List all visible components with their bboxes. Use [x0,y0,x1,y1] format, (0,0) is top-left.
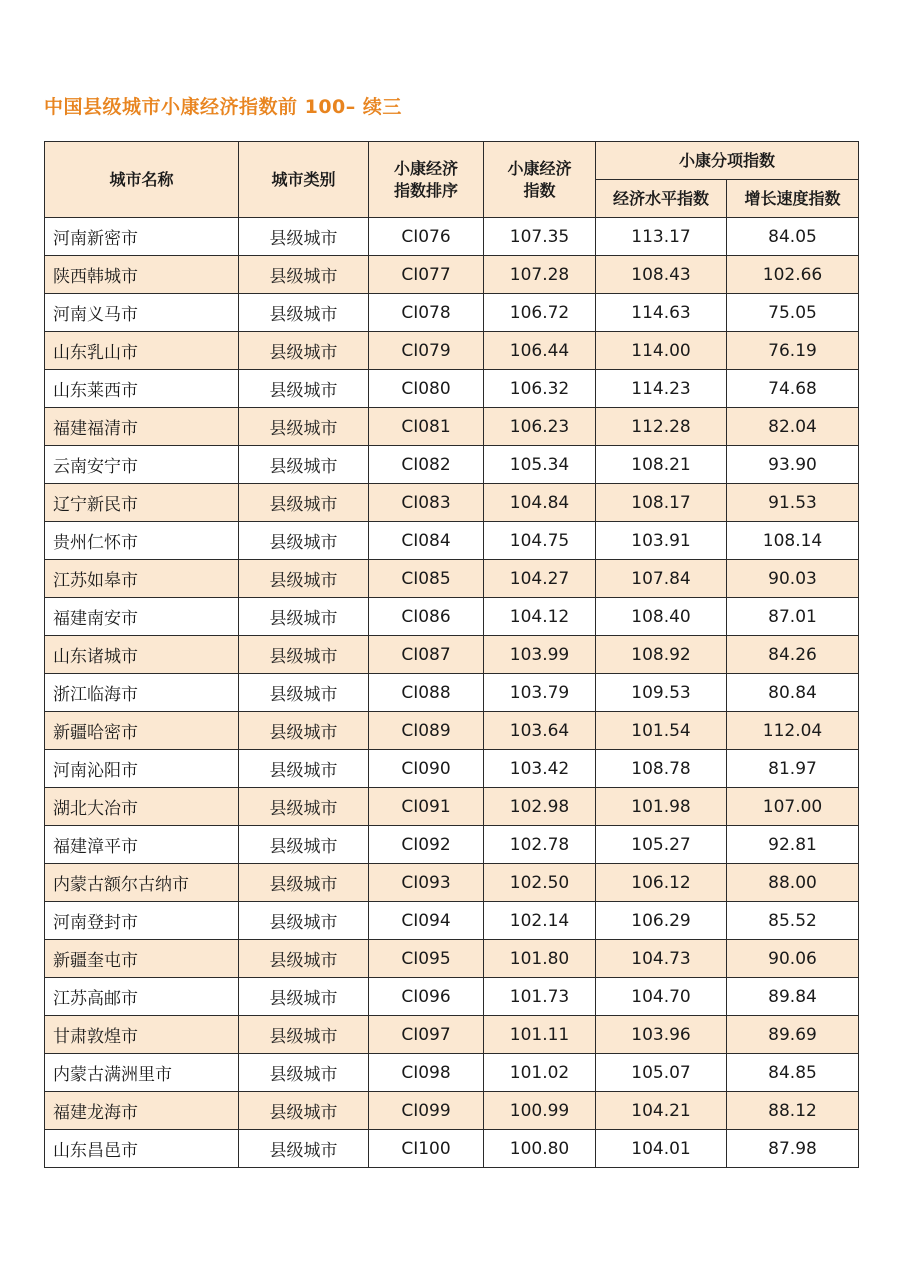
cell-city-type: 县级城市 [239,788,369,826]
table-row [45,446,859,484]
cell-econ-level: 107.84 [596,560,727,598]
cell-growth-speed: 84.05 [727,218,859,256]
cell-city-name: 陕西韩城市 [45,256,239,294]
cell-city-name: 辽宁新民市 [45,484,239,522]
cell-city-name: 河南沁阳市 [45,750,239,788]
table-row [45,370,859,408]
cell-econ-level: 114.23 [596,370,727,408]
cell-city-name: 江苏高邮市 [45,978,239,1016]
cell-growth-speed: 85.52 [727,902,859,940]
cell-econ-level: 108.17 [596,484,727,522]
cell-growth-speed: 87.01 [727,598,859,636]
table-row [45,674,859,712]
header-index: 小康经济 指数 [484,142,596,218]
table-row [45,902,859,940]
cell-econ-level: 106.29 [596,902,727,940]
cell-rank: CI093 [369,864,484,902]
cell-index: 105.34 [484,446,596,484]
cell-city-name: 山东乳山市 [45,332,239,370]
cell-city-name: 湖北大冶市 [45,788,239,826]
cell-rank: CI100 [369,1130,484,1168]
cell-growth-speed: 80.84 [727,674,859,712]
cell-city-type: 县级城市 [239,940,369,978]
cell-econ-level: 108.43 [596,256,727,294]
table-row [45,940,859,978]
cell-rank: CI077 [369,256,484,294]
cell-index: 106.32 [484,370,596,408]
cell-rank: CI091 [369,788,484,826]
cell-rank: CI088 [369,674,484,712]
cell-city-type: 县级城市 [239,332,369,370]
table-row [45,256,859,294]
table-row [45,826,859,864]
cell-city-type: 县级城市 [239,370,369,408]
cell-city-type: 县级城市 [239,560,369,598]
cell-index: 101.73 [484,978,596,1016]
cell-index: 100.99 [484,1092,596,1130]
table-row [45,788,859,826]
cell-econ-level: 106.12 [596,864,727,902]
cell-city-type: 县级城市 [239,484,369,522]
cell-rank: CI087 [369,636,484,674]
cell-econ-level: 108.92 [596,636,727,674]
cell-econ-level: 114.63 [596,294,727,332]
cell-city-type: 县级城市 [239,256,369,294]
cell-rank: CI090 [369,750,484,788]
cell-index: 101.02 [484,1054,596,1092]
cell-city-name: 内蒙古满洲里市 [45,1054,239,1092]
table-row [45,598,859,636]
table-row [45,712,859,750]
cell-growth-speed: 108.14 [727,522,859,560]
header-growth-speed: 增长速度指数 [727,180,859,218]
cell-city-name: 甘肃敦煌市 [45,1016,239,1054]
cell-econ-level: 108.40 [596,598,727,636]
cell-index: 103.64 [484,712,596,750]
table-row [45,750,859,788]
header-city-name: 城市名称 [45,142,239,218]
cell-index: 100.80 [484,1130,596,1168]
cell-city-name: 新疆奎屯市 [45,940,239,978]
cell-city-type: 县级城市 [239,218,369,256]
cell-rank: CI081 [369,408,484,446]
cell-growth-speed: 90.06 [727,940,859,978]
cell-rank: CI079 [369,332,484,370]
cell-growth-speed: 90.03 [727,560,859,598]
header-city-type: 城市类别 [239,142,369,218]
cell-growth-speed: 74.68 [727,370,859,408]
cell-rank: CI098 [369,1054,484,1092]
cell-rank: CI099 [369,1092,484,1130]
cell-econ-level: 104.21 [596,1092,727,1130]
cell-growth-speed: 91.53 [727,484,859,522]
cell-rank: CI076 [369,218,484,256]
cell-city-type: 县级城市 [239,522,369,560]
cell-index: 104.75 [484,522,596,560]
cell-rank: CI092 [369,826,484,864]
table-body [45,218,859,1168]
cell-city-name: 山东昌邑市 [45,1130,239,1168]
table-row [45,1130,859,1168]
cell-index: 106.44 [484,332,596,370]
cell-index: 102.98 [484,788,596,826]
cell-index: 106.72 [484,294,596,332]
cell-growth-speed: 81.97 [727,750,859,788]
cell-growth-speed: 107.00 [727,788,859,826]
cell-city-type: 县级城市 [239,1092,369,1130]
cell-econ-level: 103.96 [596,1016,727,1054]
table-row [45,864,859,902]
cell-growth-speed: 87.98 [727,1130,859,1168]
cell-index: 104.12 [484,598,596,636]
cell-city-name: 山东莱西市 [45,370,239,408]
cell-city-name: 云南安宁市 [45,446,239,484]
table-row [45,218,859,256]
cell-growth-speed: 102.66 [727,256,859,294]
cell-growth-speed: 89.84 [727,978,859,1016]
page-title: 中国县级城市小康经济指数前 100– 续三 [44,96,402,118]
cell-city-type: 县级城市 [239,712,369,750]
cell-econ-level: 104.70 [596,978,727,1016]
cell-growth-speed: 93.90 [727,446,859,484]
cell-econ-level: 112.28 [596,408,727,446]
cell-growth-speed: 84.26 [727,636,859,674]
cell-city-type: 县级城市 [239,864,369,902]
cell-rank: CI085 [369,560,484,598]
cell-city-name: 新疆哈密市 [45,712,239,750]
cell-rank: CI082 [369,446,484,484]
cell-city-type: 县级城市 [239,826,369,864]
cell-index: 103.79 [484,674,596,712]
cell-econ-level: 105.27 [596,826,727,864]
cell-rank: CI080 [369,370,484,408]
cell-growth-speed: 89.69 [727,1016,859,1054]
cell-city-type: 县级城市 [239,636,369,674]
cell-index: 104.84 [484,484,596,522]
cell-econ-level: 101.98 [596,788,727,826]
cell-city-name: 贵州仁怀市 [45,522,239,560]
cell-rank: CI096 [369,978,484,1016]
cell-index: 101.11 [484,1016,596,1054]
cell-city-name: 河南新密市 [45,218,239,256]
cell-city-type: 县级城市 [239,1054,369,1092]
cell-econ-level: 114.00 [596,332,727,370]
cell-growth-speed: 75.05 [727,294,859,332]
cell-city-name: 福建龙海市 [45,1092,239,1130]
table-row [45,332,859,370]
cell-rank: CI095 [369,940,484,978]
cell-city-name: 福建福清市 [45,408,239,446]
cell-city-name: 福建漳平市 [45,826,239,864]
cell-city-name: 内蒙古额尔古纳市 [45,864,239,902]
cell-city-type: 县级城市 [239,902,369,940]
cell-growth-speed: 92.81 [727,826,859,864]
cell-econ-level: 103.91 [596,522,727,560]
cell-index: 101.80 [484,940,596,978]
cell-city-name: 浙江临海市 [45,674,239,712]
table-row [45,978,859,1016]
table-row [45,294,859,332]
table-row [45,1016,859,1054]
index-table [44,141,859,1168]
cell-index: 104.27 [484,560,596,598]
cell-rank: CI097 [369,1016,484,1054]
cell-city-type: 县级城市 [239,1130,369,1168]
cell-index: 107.28 [484,256,596,294]
header-econ-level: 经济水平指数 [596,180,727,218]
cell-city-type: 县级城市 [239,750,369,788]
cell-city-type: 县级城市 [239,674,369,712]
table-row [45,484,859,522]
cell-econ-level: 108.78 [596,750,727,788]
cell-growth-speed: 82.04 [727,408,859,446]
cell-index: 107.35 [484,218,596,256]
cell-city-type: 县级城市 [239,408,369,446]
cell-rank: CI078 [369,294,484,332]
cell-city-type: 县级城市 [239,1016,369,1054]
cell-index: 102.78 [484,826,596,864]
cell-growth-speed: 88.12 [727,1092,859,1130]
cell-rank: CI089 [369,712,484,750]
cell-growth-speed: 84.85 [727,1054,859,1092]
header-rank: 小康经济 指数排序 [369,142,484,218]
cell-rank: CI084 [369,522,484,560]
cell-city-name: 河南登封市 [45,902,239,940]
cell-econ-level: 109.53 [596,674,727,712]
cell-city-type: 县级城市 [239,294,369,332]
cell-rank: CI083 [369,484,484,522]
cell-city-name: 河南义马市 [45,294,239,332]
cell-index: 102.14 [484,902,596,940]
cell-econ-level: 105.07 [596,1054,727,1092]
table-row [45,560,859,598]
cell-econ-level: 101.54 [596,712,727,750]
table-row [45,408,859,446]
cell-econ-level: 108.21 [596,446,727,484]
cell-rank: CI086 [369,598,484,636]
cell-growth-speed: 88.00 [727,864,859,902]
cell-growth-speed: 112.04 [727,712,859,750]
cell-index: 103.99 [484,636,596,674]
table-row [45,1054,859,1092]
cell-econ-level: 104.01 [596,1130,727,1168]
table-row [45,1092,859,1130]
cell-city-name: 福建南安市 [45,598,239,636]
cell-index: 106.23 [484,408,596,446]
cell-econ-level: 113.17 [596,218,727,256]
table-row [45,522,859,560]
cell-city-name: 山东诸城市 [45,636,239,674]
cell-rank: CI094 [369,902,484,940]
table-row [45,636,859,674]
cell-index: 102.50 [484,864,596,902]
table-header [45,142,859,218]
header-sub-index-group: 小康分项指数 [596,142,859,180]
cell-index: 103.42 [484,750,596,788]
cell-city-type: 县级城市 [239,598,369,636]
cell-growth-speed: 76.19 [727,332,859,370]
cell-city-type: 县级城市 [239,978,369,1016]
cell-city-name: 江苏如皋市 [45,560,239,598]
cell-city-type: 县级城市 [239,446,369,484]
cell-econ-level: 104.73 [596,940,727,978]
